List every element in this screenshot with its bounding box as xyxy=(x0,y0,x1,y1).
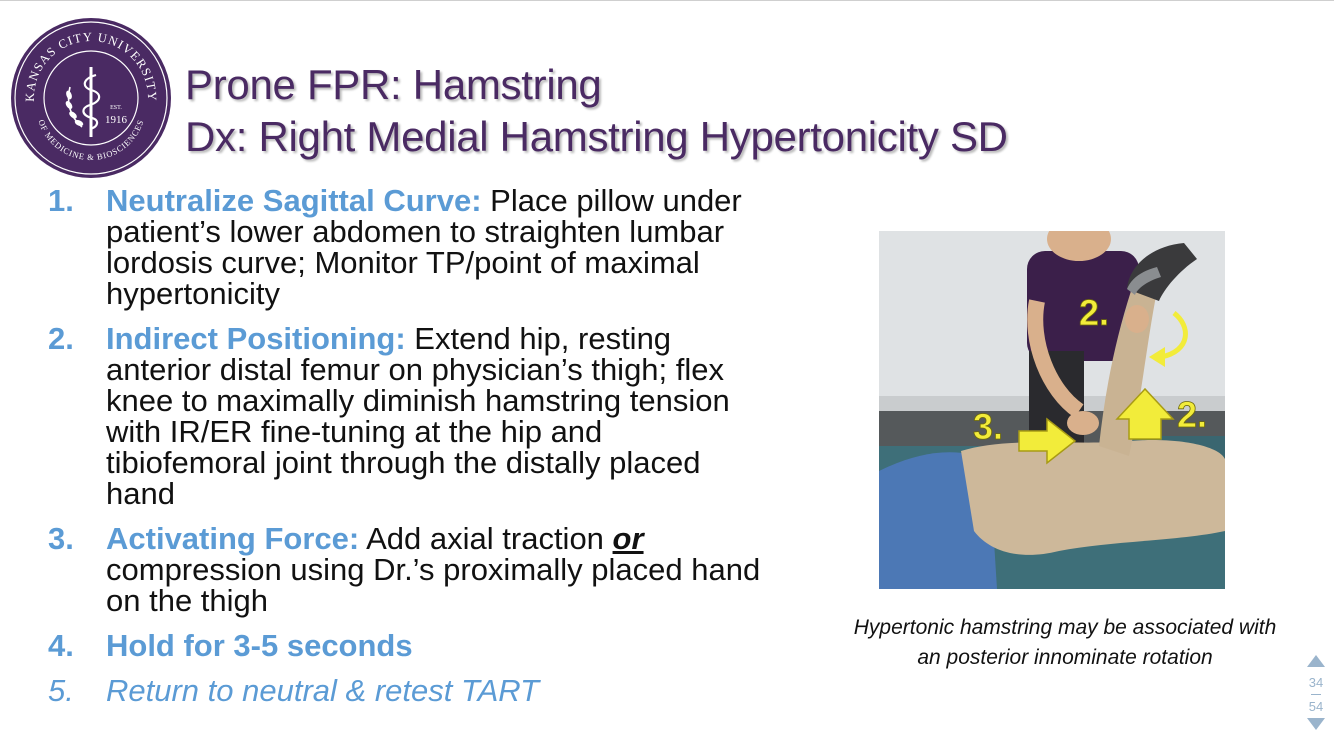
page-divider xyxy=(1311,694,1321,695)
current-slide-number: 34 xyxy=(1308,675,1324,690)
step-heading: Indirect Positioning: xyxy=(106,321,406,356)
step-number: 2. xyxy=(48,321,74,356)
photo-label-3: 3. xyxy=(973,406,1004,447)
steps-list xyxy=(48,185,768,720)
slide-navigator xyxy=(1303,655,1329,730)
step-number: 1. xyxy=(48,183,74,218)
svg-text:EST.: EST. xyxy=(110,105,122,111)
university-seal-logo xyxy=(10,17,172,179)
step-number: 3. xyxy=(48,521,74,556)
step-text: Add axial traction xyxy=(359,521,613,556)
svg-text:OF MEDICINE & BIOSCIENCES: OF MEDICINE & BIOSCIENCES xyxy=(36,118,146,163)
list-item xyxy=(48,523,768,616)
step-heading: Neutralize Sagittal Curve: xyxy=(106,183,482,218)
list-item xyxy=(48,185,768,309)
title-line-1: Prone FPR: Hamstring xyxy=(185,61,602,108)
technique-photo xyxy=(879,231,1225,589)
total-slide-count: 54 xyxy=(1308,699,1324,714)
title-line-2: Dx: Right Medial Hamstring Hypertonicity SD xyxy=(185,113,1008,160)
photo-label-2-lower: 2. xyxy=(1177,394,1208,435)
next-slide-icon[interactable] xyxy=(1307,718,1325,730)
list-item xyxy=(48,630,768,661)
svg-text:KANSAS CITY UNIVERSITY: KANSAS CITY UNIVERSITY xyxy=(22,29,160,102)
step-emphasis: or xyxy=(612,521,644,556)
step-text: compression using Dr.’s proximally placed hand on the thigh xyxy=(106,552,761,618)
step-text: Place pillow under patient’s lower abdomen to straighten lumbar lordosis curve; Monitor TP/point of maximal hypertonicity xyxy=(106,183,742,311)
caption-line-2: an posterior innominate rotation xyxy=(917,646,1213,669)
list-item xyxy=(48,323,768,509)
step-text: Return to neutral & retest TART xyxy=(106,673,540,708)
previous-slide-icon[interactable] xyxy=(1307,655,1325,667)
step-heading: Activating Force: xyxy=(106,521,360,556)
svg-text:1916: 1916 xyxy=(105,114,127,126)
caption-line-1: Hypertonic hamstring may be associated with xyxy=(853,616,1277,639)
step-text: Hold for 3-5 seconds xyxy=(106,628,413,663)
list-item xyxy=(48,675,768,706)
step-text: Extend hip, resting anterior distal femur on physician’s thigh; flex knee to maximally diminish hamstring tension with IR/ER fine-tuning at the hip and tibiofemoral joint through the distally placed hand xyxy=(106,321,730,511)
step-number: 4. xyxy=(48,628,74,663)
slide-title xyxy=(185,59,1008,163)
photo-label-2-upper: 2. xyxy=(1079,292,1110,333)
photo-caption xyxy=(820,613,1310,673)
step-number: 5. xyxy=(48,673,74,708)
